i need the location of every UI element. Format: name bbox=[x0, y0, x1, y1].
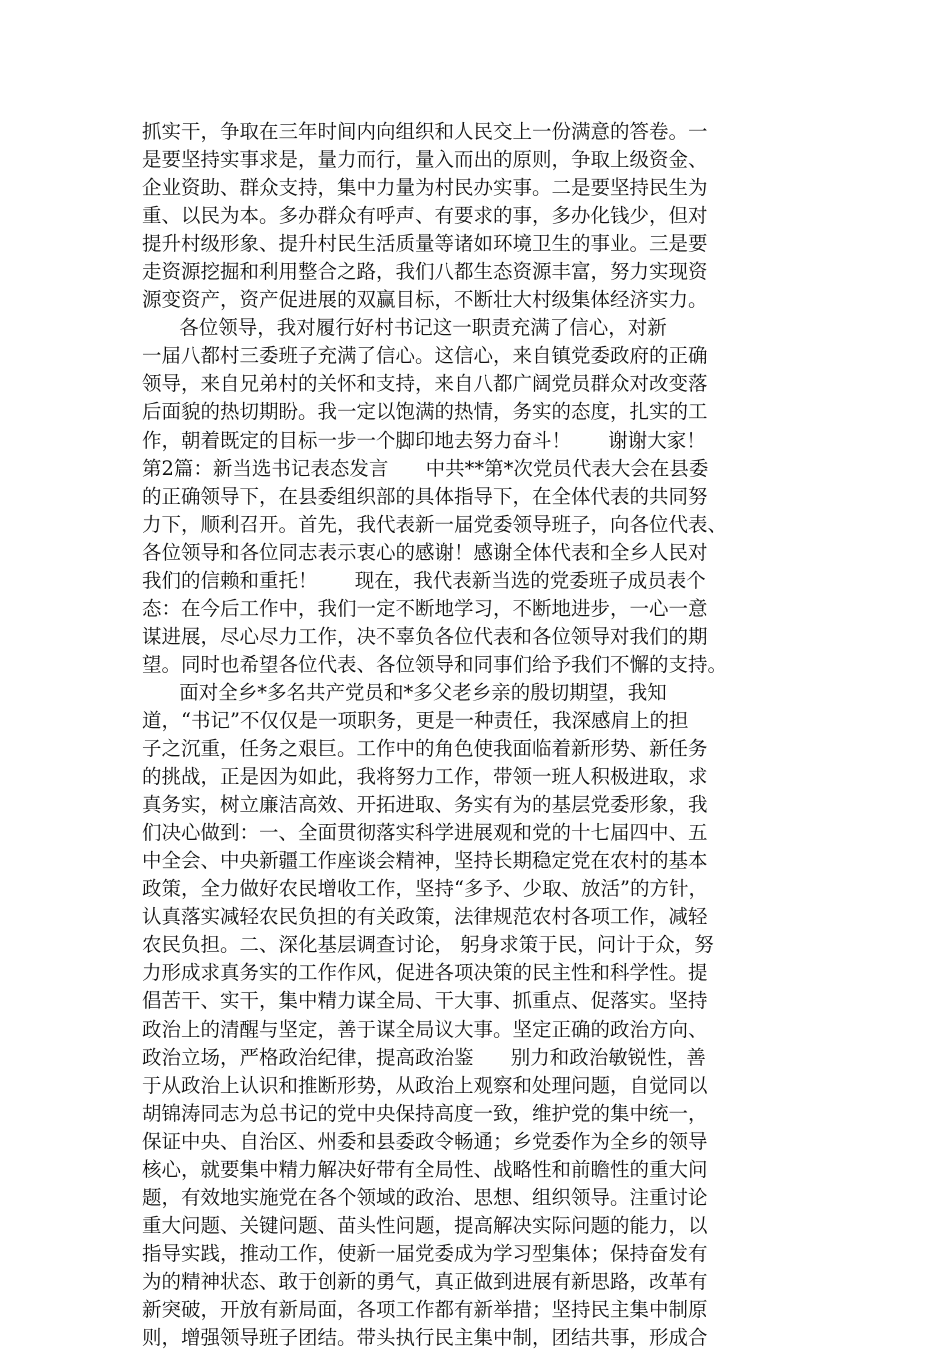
text-line: 认真落实减轻农民负担的有关政策，法律规范农村各项工作，减轻 bbox=[142, 905, 708, 929]
text-line: 道，“书记”不仅仅是一项职务，更是一种责任，我深感肩上的担 bbox=[142, 708, 689, 732]
text-line: 保证中央、自治区、州委和县委政令畅通；乡党委作为全乡的领导 bbox=[142, 1129, 708, 1153]
text-line: 真务实，树立廉洁高效、开拓进取、务实有为的基层党委形象，我 bbox=[142, 793, 708, 817]
text-line: 指导实践，推动工作，使新一届党委成为学习型集体；保持奋发有 bbox=[142, 1241, 708, 1265]
text-line: 作，朝着既定的目标一步一个脚印地去努力奋斗！ 谢谢大家！ bbox=[142, 428, 706, 452]
text-line: 的正确领导下，在县委组织部的具体指导下，在全体代表的共同努 bbox=[142, 484, 708, 508]
text-line: 力形成求真务实的工作作风，促进各项决策的民主性和科学性。提 bbox=[142, 961, 708, 985]
text-line: 谋进展，尽心尽力工作，决不辜负各位代表和各位领导对我们的期 bbox=[142, 624, 708, 648]
text-line: 领导，来自兄弟村的关怀和支持，来自八都广阔党员群众对改变落 bbox=[142, 372, 708, 396]
text-line: 政治上的清醒与坚定，善于谋全局议大事。坚定正确的政治方向、 bbox=[142, 1017, 708, 1041]
text-line: 我们的信赖和重托！ 现在，我代表新当选的党委班子成员表个 bbox=[142, 568, 706, 592]
text-line: 农民负担。二、深化基层调查讨论， 躬身求策于民，问计于众，努 bbox=[142, 933, 714, 957]
text-line: 走资源挖掘和利用整合之路，我们八都生态资源丰富，努力实现资 bbox=[142, 260, 708, 284]
text-line: 各位领导和各位同志表示衷心的感谢！感谢全体代表和全乡人民对 bbox=[142, 540, 708, 564]
text-line: 政策，全力做好农民增收工作，坚持“多予、少取、放活”的方针， bbox=[142, 877, 708, 901]
document-body bbox=[142, 118, 818, 1352]
text-line: 胡锦涛同志为总书记的党中央保持高度一致，维护党的集中统一， bbox=[142, 1101, 708, 1125]
text-line: 子之沉重，任务之艰巨。工作中的角色使我面临着新形势、新任务 bbox=[142, 737, 708, 761]
text-line: 新突破，开放有新局面，各项工作都有新举措；坚持民主集中制原 bbox=[142, 1297, 708, 1321]
text-line: 是要坚持实事求是，量力而行，量入而出的原则，争取上级资金、 bbox=[142, 148, 708, 172]
text-line: 一届八都村三委班子充满了信心。这信心，来自镇党委政府的正确 bbox=[142, 344, 708, 368]
text-line: 面对全乡*多名共产党员和*多父老乡亲的殷切期望，我知 bbox=[142, 680, 667, 704]
text-line: 第2篇：新当选书记表态发言 中共**第*次党员代表大会在县委 bbox=[142, 456, 709, 480]
text-line: 于从政治上认识和推断形势，从政治上观察和处理问题，自觉同以 bbox=[142, 1073, 708, 1097]
text-line: 重、以民为本。多办群众有呼声、有要求的事，多办化钱少，但对 bbox=[142, 204, 708, 228]
text-line: 各位领导，我对履行好村书记这一职责充满了信心，对新 bbox=[142, 316, 667, 340]
text-line: 企业资助、群众支持，集中力量为村民办实事。二是要坚持民生为 bbox=[142, 176, 708, 200]
text-line: 倡苦干、实干，集中精力谋全局、干大事、抓重点、促落实。坚持 bbox=[142, 989, 708, 1013]
text-line: 中全会、中央新疆工作座谈会精神，坚持长期稳定党在农村的基本 bbox=[142, 849, 708, 873]
text-line: 抓实干，争取在三年时间内向组织和人民交上一份满意的答卷。一 bbox=[142, 120, 708, 143]
text-line: 后面貌的热切期盼。我一定以饱满的热情，务实的态度，扎实的工 bbox=[142, 400, 708, 424]
text-line: 题，有效地实施党在各个领域的政治、思想、组织领导。注重讨论 bbox=[142, 1185, 708, 1209]
text-line: 重大问题、关键问题、苗头性问题，提高解决实际问题的能力，以 bbox=[142, 1213, 708, 1237]
text-line: 源变资产，资产促进展的双赢目标，不断壮大村级集体经济实力。 bbox=[142, 288, 708, 312]
text-line: 力下，顺利召开。首先，我代表新一届党委领导班子，向各位代表、 bbox=[142, 512, 728, 536]
text-line: 望。同时也希望各位代表、各位领导和同事们给予我们不懈的支持。 bbox=[142, 652, 728, 676]
text-line: 提升村级形象、提升村民生活质量等诸如环境卫生的事业。三是要 bbox=[142, 232, 708, 256]
text-line: 态：在今后工作中，我们一定不断地学习，不断地进步，一心一意 bbox=[142, 596, 708, 620]
text-line: 为的精神状态、敢于创新的勇气，真正做到进展有新思路，改革有 bbox=[142, 1269, 708, 1293]
text-line: 核心，就要集中精力解决好带有全局性、战略性和前瞻性的重大问 bbox=[142, 1157, 708, 1181]
text-line: 则，增强领导班子团结。带头执行民主集中制，团结共事，形成合 bbox=[142, 1326, 708, 1350]
text-line: 政治立场，严格政治纪律，提高政治鉴 别力和政治敏锐性，善 bbox=[142, 1045, 706, 1069]
text-line: 们决心做到：一、全面贯彻落实科学进展观和党的十七届四中、五 bbox=[142, 821, 708, 845]
text-line: 的挑战，正是因为如此，我将努力工作，带领一班人积极进取，求 bbox=[142, 765, 708, 789]
